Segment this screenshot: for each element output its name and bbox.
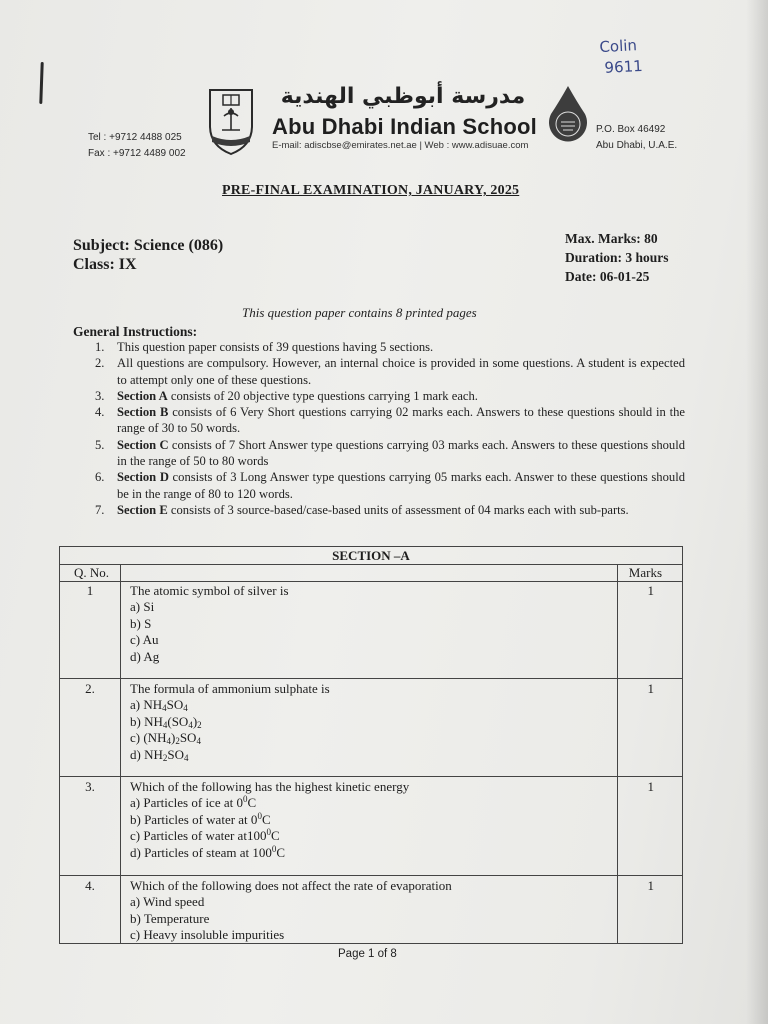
option: c) Au xyxy=(130,632,159,648)
question-body xyxy=(130,878,610,944)
po-box: P.O. Box 46492 xyxy=(596,124,666,135)
col-marks: Marks xyxy=(628,565,662,580)
subject: Subject: Science (086) xyxy=(73,237,224,254)
question-text: The formula of ammonium sulphate is xyxy=(130,681,330,696)
city: Abu Dhabi, U.A.E. xyxy=(596,140,678,151)
option: c) Particles of water $at100^0C$ xyxy=(130,827,280,844)
option: d) $NH_2SO_4$ xyxy=(130,746,189,763)
question-marks: 1 xyxy=(647,583,654,598)
school-name: Abu Dhabi Indian School xyxy=(272,114,537,139)
instruction-item: 5. Section C consists of 7 Short Answer type questions carrying 03 marks each. Answers to these questions should in the range of 50 to 80 words xyxy=(95,437,686,469)
fax-number: Fax : +9712 4489 002 xyxy=(88,148,186,159)
question-text: Which of the following has the highest kinetic energy xyxy=(130,779,410,794)
pages-note: This question paper contains 8 printed pages xyxy=(242,305,477,320)
option: d) Particles of steam at $100^0C$ xyxy=(130,843,286,860)
page-edge-shadow xyxy=(746,0,768,1024)
tel-number: Tel : +9712 4488 025 xyxy=(88,132,182,143)
instructions-title: General Instructions: xyxy=(73,324,198,339)
table-row xyxy=(60,678,682,777)
instruction-item: 4. Section B consists of 6 Very Short questions carrying 02 marks each. Answers to these questions should in the range of 30 to 50 words. xyxy=(95,405,685,436)
exam-title: PRE-FINAL EXAMINATION, JANUARY, 2025 xyxy=(222,183,520,198)
question-body xyxy=(130,779,610,861)
table-row xyxy=(60,875,682,943)
section-a-table xyxy=(59,546,683,944)
question-marks: 1 xyxy=(647,681,654,696)
max-marks: Max. Marks: 80 xyxy=(565,231,658,246)
pen-mark xyxy=(39,62,43,104)
option: c) $(NH_4)_2SO_4$ xyxy=(130,730,201,747)
contact-phone-block xyxy=(88,130,186,162)
email-web: E-mail: adiscbse@emirates.net.ae | Web : www.adisuae.com xyxy=(272,140,529,151)
instruction-item: 2. All questions are compulsory. However, an internal choice is provided in some questions. A student is expected to attempt only one of these questions. xyxy=(95,356,685,387)
option: a) Wind speed xyxy=(130,894,205,910)
instruction-item: 3. Section A consists of 20 objective type questions carrying 1 mark each. xyxy=(95,388,478,403)
question-number: 4. xyxy=(85,878,95,893)
page-number: Page 1 of 8 xyxy=(338,948,397,960)
question-text: The atomic symbol of silver is xyxy=(130,583,289,598)
instruction-item: 6. Section D consists of 3 Long Answer type questions carrying 05 marks each. Answer to these questions should be in the range of 80 to 120 words. xyxy=(95,470,685,501)
handwritten-note xyxy=(599,35,643,79)
instruction-item: 1. This question paper consists of 39 questions having 5 sections. xyxy=(95,340,434,354)
option: d) Ag xyxy=(130,648,160,664)
question-number: 3. xyxy=(85,779,95,794)
question-body xyxy=(130,583,610,665)
drop-logo-icon xyxy=(545,84,591,146)
question-number: 2. xyxy=(85,681,95,696)
question-marks: 1 xyxy=(647,779,654,794)
option: b) $NH_4(SO_4)_2$ xyxy=(130,713,202,730)
handwritten-line-1: Colin xyxy=(598,36,638,57)
handwritten-line-2: 9611 xyxy=(604,56,644,77)
instruction-item: 7. Section E consists of 3 source-based/case-based units of assessment of 04 marks each with sub-parts. xyxy=(95,502,629,517)
question-number: 1 xyxy=(86,583,94,598)
exam-date: Date: 06-01-25 xyxy=(565,269,650,284)
school-crest-icon xyxy=(206,86,256,156)
col-qno: Q. No. xyxy=(74,565,110,580)
contact-address-block xyxy=(596,122,677,154)
option: a) $NH_4SO_4$ xyxy=(130,697,188,714)
duration: Duration: 3 hours xyxy=(565,250,669,265)
option: b) Particles of water at $0^0C$ xyxy=(130,810,271,827)
option: b) Temperature xyxy=(130,910,210,926)
question-text: Which of the following does not affect the rate of evaporation xyxy=(130,878,452,893)
table-row xyxy=(60,580,682,679)
question-body xyxy=(130,681,610,763)
class: Class: IX xyxy=(73,256,137,273)
school-name-arabic: مدرسة أبوظبي الهندية xyxy=(280,84,526,109)
option: a) Particles of ice at $0^0C$ xyxy=(130,794,257,811)
question-marks: 1 xyxy=(647,878,654,893)
instructions-list xyxy=(95,339,685,518)
table-row xyxy=(60,776,682,876)
option: b) S xyxy=(130,615,152,631)
section-title: SECTION –A xyxy=(60,547,682,565)
option: a) Si xyxy=(130,599,155,615)
subject-class-block xyxy=(73,236,223,274)
exam-meta-block xyxy=(565,229,669,286)
option: c) Heavy insoluble impurities xyxy=(130,927,285,943)
